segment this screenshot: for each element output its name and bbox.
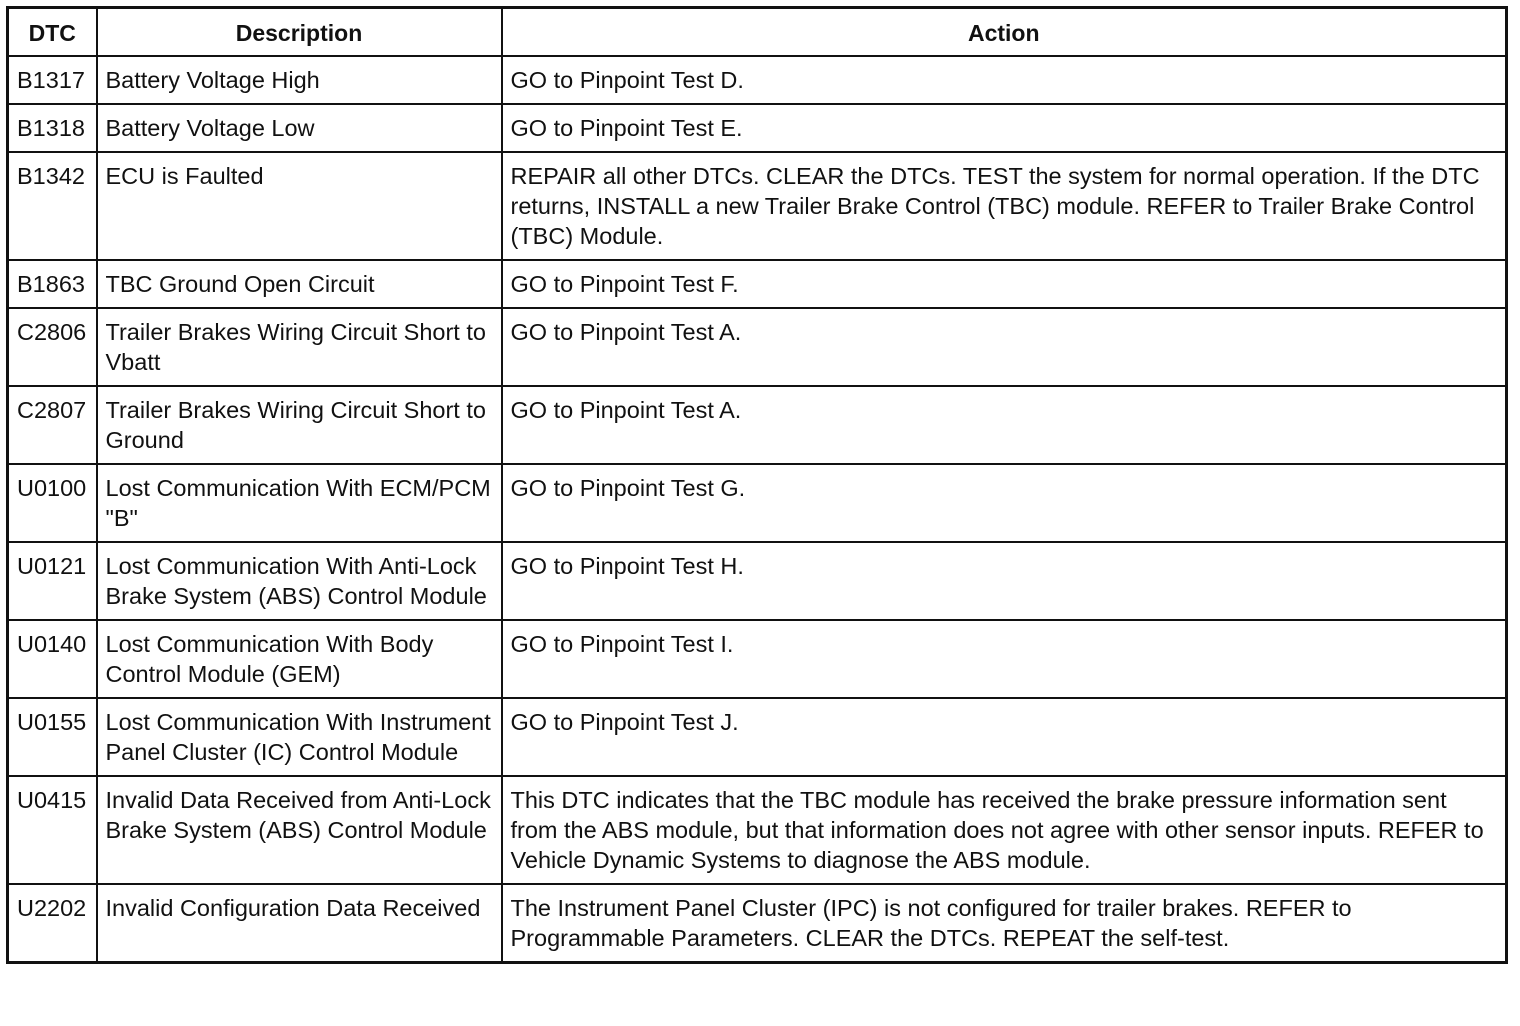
- dtc-description: Battery Voltage High: [97, 56, 502, 104]
- dtc-code: U0121: [8, 542, 97, 620]
- table-row: [8, 308, 1507, 386]
- dtc-code: U0100: [8, 464, 97, 542]
- dtc-code: U0155: [8, 698, 97, 776]
- header-action: Action: [502, 8, 1507, 57]
- table-row: [8, 104, 1507, 152]
- table-row: [8, 884, 1507, 963]
- dtc-description: Lost Communication With Anti-Lock Brake System (ABS) Control Module: [97, 542, 502, 620]
- dtc-code: C2806: [8, 308, 97, 386]
- table-row: [8, 260, 1507, 308]
- dtc-action: This DTC indicates that the TBC module has received the brake pressure information sent from the ABS module, but that information does not agree with other sensor inputs. REFER to Vehicle Dynamic Systems to diagnose the ABS module.: [502, 776, 1507, 884]
- dtc-code: B1318: [8, 104, 97, 152]
- dtc-action: The Instrument Panel Cluster (IPC) is not configured for trailer brakes. REFER to Programmable Parameters. CLEAR the DTCs. REPEAT the self-test.: [502, 884, 1507, 963]
- dtc-code: B1317: [8, 56, 97, 104]
- dtc-action: GO to Pinpoint Test J.: [502, 698, 1507, 776]
- dtc-action: GO to Pinpoint Test G.: [502, 464, 1507, 542]
- dtc-action: GO to Pinpoint Test I.: [502, 620, 1507, 698]
- header-row: [8, 8, 1507, 57]
- dtc-description: ECU is Faulted: [97, 152, 502, 260]
- dtc-description: Invalid Configuration Data Received: [97, 884, 502, 963]
- table-row: [8, 56, 1507, 104]
- dtc-action: GO to Pinpoint Test H.: [502, 542, 1507, 620]
- dtc-description: Trailer Brakes Wiring Circuit Short to Vbatt: [97, 308, 502, 386]
- dtc-code: B1342: [8, 152, 97, 260]
- table-row: [8, 464, 1507, 542]
- dtc-code: U2202: [8, 884, 97, 963]
- dtc-action: GO to Pinpoint Test A.: [502, 386, 1507, 464]
- dtc-code: C2807: [8, 386, 97, 464]
- dtc-action: GO to Pinpoint Test A.: [502, 308, 1507, 386]
- dtc-action: REPAIR all other DTCs. CLEAR the DTCs. TEST the system for normal operation. If the DTC returns, INSTALL a new Trailer Brake Control (TBC) module. REFER to Trailer Brake Control (TBC) Module.: [502, 152, 1507, 260]
- dtc-action: GO to Pinpoint Test D.: [502, 56, 1507, 104]
- header-description: Description: [97, 8, 502, 57]
- table-row: [8, 698, 1507, 776]
- dtc-description: TBC Ground Open Circuit: [97, 260, 502, 308]
- table-row: [8, 620, 1507, 698]
- table-row: [8, 152, 1507, 260]
- dtc-action: GO to Pinpoint Test E.: [502, 104, 1507, 152]
- dtc-table: [6, 6, 1508, 964]
- dtc-action: GO to Pinpoint Test F.: [502, 260, 1507, 308]
- dtc-description: Lost Communication With Body Control Module (GEM): [97, 620, 502, 698]
- dtc-description: Trailer Brakes Wiring Circuit Short to Ground: [97, 386, 502, 464]
- dtc-description: Battery Voltage Low: [97, 104, 502, 152]
- dtc-code: U0140: [8, 620, 97, 698]
- dtc-description: Lost Communication With ECM/PCM "B": [97, 464, 502, 542]
- dtc-code: U0415: [8, 776, 97, 884]
- table-row: [8, 386, 1507, 464]
- table-body: [8, 56, 1507, 963]
- dtc-description: Invalid Data Received from Anti-Lock Brake System (ABS) Control Module: [97, 776, 502, 884]
- table-header: [8, 8, 1507, 57]
- dtc-code: B1863: [8, 260, 97, 308]
- table-row: [8, 776, 1507, 884]
- header-dtc: DTC: [8, 8, 97, 57]
- table-row: [8, 542, 1507, 620]
- dtc-description: Lost Communication With Instrument Panel Cluster (IC) Control Module: [97, 698, 502, 776]
